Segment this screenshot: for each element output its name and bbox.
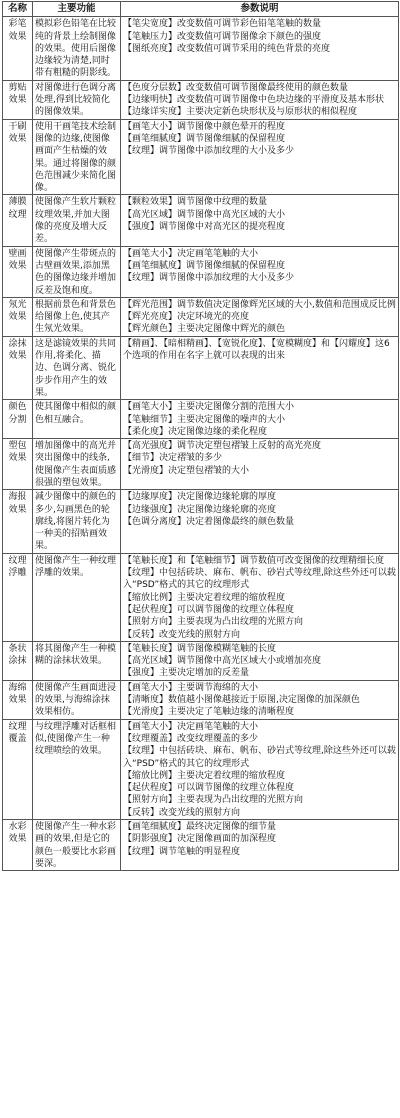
- filter-table: [2, 1, 399, 871]
- table-row: [3, 553, 399, 641]
- header-name: 名称: [3, 2, 33, 17]
- param-line: 【照射方向】主要表现为凸出纹理的光照方向: [123, 795, 304, 806]
- param-line: 【色调分离度】决定着图像最终的颜色数量: [123, 516, 295, 527]
- param-line: 【笔尖宽度】改变数值可调节彩色铅笔笔触的数量: [123, 19, 322, 30]
- filter-name: 彩笔效果: [3, 17, 33, 80]
- param-line: 【边缘详实度】主要决定新色块形状及与原形状的相似程度: [123, 107, 358, 118]
- filter-function: 使其图像中相似的颜色相互融合。: [33, 400, 121, 439]
- filter-name: 壁画效果: [3, 246, 33, 297]
- filter-function: 使图像产生一种纹理浮雕的效果。: [33, 553, 121, 641]
- filter-params: [121, 80, 399, 119]
- param-line: 【颗粒效果】调节图像中纹理的数量: [123, 197, 268, 208]
- param-line: 【清晰度】数值越小图像越接近于原图,决定图像的加深颜色: [123, 695, 360, 706]
- param-line: 【笔触长度】调节图像模糊笔触的长度: [123, 643, 277, 654]
- param-line: 【细节】决定褶皱的多少: [123, 453, 223, 464]
- table-row: [3, 119, 399, 195]
- param-line: 【笔触长度】和【笔触细节】调节数值可改变图像的纹理精细长度: [123, 555, 385, 566]
- filter-function: 对图像进行色调分离处理,得到比较简化的图像效果。: [33, 80, 121, 119]
- filter-name: 氖光效果: [3, 297, 33, 336]
- param-line: 【高光强度】调节决定塑包褶皱上反射的高光亮度: [123, 441, 322, 452]
- filter-params: [121, 719, 399, 819]
- param-line: 【笔触压力】改变数值可调节图像余下颜色的强度: [123, 31, 322, 42]
- filter-function: 这是滤镜效果的共同作用,将柔化、描边、色调分离、锐化步步作用产生的效果。: [33, 336, 121, 399]
- param-line: 【纹理】中包括砖块、麻布、帆布、砂岩式等纹理,除这些外还可以载入“PSD”格式的其它的纹理形式: [123, 746, 396, 769]
- filter-params: [121, 641, 399, 680]
- param-line: 【高光区域】调节图像中高光区域的大小: [123, 209, 286, 220]
- param-line: 【图纸亮度】改变数值可调节采用的纯色背景的亮度: [123, 43, 331, 54]
- filter-name: 条状涂抹: [3, 641, 33, 680]
- param-line: 【纹理】调节笔触的明显程度: [123, 846, 241, 857]
- param-line: 【边缘强度】决定图像边缘轮廓的亮度: [123, 504, 277, 515]
- param-line: 【光滑度】决定塑包褶皱的大小: [123, 465, 250, 476]
- param-line: 【画笔细腻度】调节图像细腻的保留程度: [123, 260, 286, 271]
- param-line: 【辉光亮度】决定环境光的亮度: [123, 312, 250, 323]
- param-line: 【纹理】调节图像中添加纹理的大小及多少: [123, 273, 295, 284]
- filter-params: [121, 400, 399, 439]
- param-line: 【边缘明快】改变数值可调节图像中色块边缘的平滑度及基本形状: [123, 95, 385, 106]
- table-row: [3, 17, 399, 80]
- filter-params: [121, 17, 399, 80]
- table-row: [3, 641, 399, 680]
- param-line: 【阴影强度】决定图像画面的加深程度: [123, 834, 277, 845]
- filter-name: 塑包效果: [3, 439, 33, 490]
- filter-params: [121, 490, 399, 553]
- filter-name: 薄膜纹理: [3, 195, 33, 246]
- filter-function: 使用干画笔技术绘制图像的边缘,使图像画面产生枯燥的效果。通过将图像的颜色范围减少来简化图像。: [33, 119, 121, 195]
- param-line: 【反转】改变光线的照射方向: [123, 629, 241, 640]
- param-line: 【强度】调节图像中对高光区的提亮程度: [123, 222, 286, 233]
- header-params: 参数说明: [121, 2, 399, 17]
- filter-function: 与纹理浮雕对话框相似,使图像产生一种纹理喷绘的效果。: [33, 719, 121, 819]
- param-line: 【强度】主要决定增加的反差量: [123, 668, 250, 679]
- param-line: 【画笔大小】决定画笔笔触的大小: [123, 248, 259, 259]
- table-row: [3, 80, 399, 119]
- filter-function: 使图像产生软片颗粒纹理效果,并加大图像的亮度及增大反差。: [33, 195, 121, 246]
- param-line: 【光滑度】主要决定了笔触边缘的清晰程度: [123, 707, 295, 718]
- table-row: [3, 820, 399, 871]
- param-line: 【纹理覆盖】改变纹理覆盖的多少: [123, 733, 259, 744]
- param-line: 【画笔大小】调节图像中颜色晕开的程度: [123, 121, 286, 132]
- filter-params: [121, 820, 399, 871]
- filter-params: [121, 119, 399, 195]
- table-row: [3, 336, 399, 399]
- param-line: 【画笔大小】主要决定图像分割的范围大小: [123, 402, 295, 413]
- param-line: 【照射方向】主要表现为凸出纹理的光照方向: [123, 617, 304, 628]
- param-line: 【辉光颜色】主要决定图像中辉光的颜色: [123, 324, 286, 335]
- filter-function: 减少图像中的颜色的多少,勾画黑色的轮廓线,将图片转化为一种美的招贴画效果。: [33, 490, 121, 553]
- filter-function: 根据前景色和背景色给图像上色,使其产生氖光效果。: [33, 297, 121, 336]
- table-row: [3, 439, 399, 490]
- param-line: 【反转】改变光线的照射方向: [123, 807, 241, 818]
- table-row: [3, 490, 399, 553]
- param-line: 【画笔大小】决定画笔笔触的大小: [123, 721, 259, 732]
- filter-params: [121, 336, 399, 399]
- filter-function: 模拟彩色铅笔在比较纯的背景上绘制图像的效果。使用后图像边缘较为清楚,同时带有粗糙的阴影线。: [33, 17, 121, 80]
- filter-params: [121, 297, 399, 336]
- filter-function: 增加图像中的高光并突出图像中的线条,使图像产生表面质感很强的塑包效果。: [33, 439, 121, 490]
- header-function: 主要功能: [33, 2, 121, 17]
- filter-name: 颜色分割: [3, 400, 33, 439]
- filter-name: 纹理覆盖: [3, 719, 33, 819]
- table-header-row: [3, 2, 399, 17]
- table-body: [3, 17, 399, 871]
- filter-name: 海绵效果: [3, 680, 33, 719]
- filter-params: [121, 439, 399, 490]
- table-row: [3, 400, 399, 439]
- filter-name: 涂抹效果: [3, 336, 33, 399]
- param-line: 【纹理】调节图像中添加纹理的大小及多少: [123, 146, 295, 157]
- filter-function: 使图像产生画面进浸的效果,与海绵涂抹效果相仿。: [33, 680, 121, 719]
- param-line: 【高光区域】调节图像中高光区域大小或增加亮度: [123, 656, 322, 667]
- table-row: [3, 195, 399, 246]
- filter-function: 使图像产生一种水彩画的效果,但是它的颜色一般要比水彩画要深。: [33, 820, 121, 871]
- param-line: 【缩放比例】主要决定着纹理的缩放程度: [123, 592, 286, 603]
- param-line: 【笔触细节】主要决定图像的噪声的大小: [123, 414, 286, 425]
- filter-function: 将其图像产生一种模糊的涂抹状效果。: [33, 641, 121, 680]
- param-line: 【纹理】中包括砖块、麻布、帆布、砂岩式等纹理,除这些外还可以载入“PSD”格式的其它的纹理形式: [123, 568, 396, 591]
- filter-params: [121, 680, 399, 719]
- table-row: [3, 297, 399, 336]
- filter-name: 水彩效果: [3, 820, 33, 871]
- filter-params: [121, 195, 399, 246]
- param-line: 【柔化度】决定图像边缘的柔化程度: [123, 426, 268, 437]
- table-row: [3, 680, 399, 719]
- param-line: 【起伏程度】可以调节图像的纹理立体程度: [123, 783, 295, 794]
- param-line: 【辉光范围】调节数值决定图像辉光区域的大小,数值和范围成反比例: [123, 299, 396, 310]
- param-line: 【缩放比例】主要决定着纹理的缩放程度: [123, 770, 286, 781]
- filter-name: 剪贴效果: [3, 80, 33, 119]
- param-line: 【画笔细腻度】调节图像细腻的保留程度: [123, 133, 286, 144]
- table-row: [3, 719, 399, 819]
- filter-params: [121, 246, 399, 297]
- param-line: 【起伏程度】可以调节图像的纹理立体程度: [123, 604, 295, 615]
- param-line: 【精画】、【暗相精画】、【宽锐化度】、【宽模糊度】和【闪耀度】这6个选项的作用在名字上就可以表现的出来: [123, 338, 390, 362]
- param-line: 【画笔大小】主要调节海绵的大小: [123, 682, 259, 693]
- table-row: [3, 246, 399, 297]
- filter-function: 使图像产生带斑点的古壁画效果,添加黑色的图像边缘并增加反差及饱和度。: [33, 246, 121, 297]
- filter-name: 海报效果: [3, 490, 33, 553]
- param-line: 【边缘厚度】决定图像边缘轮廓的厚度: [123, 492, 277, 503]
- param-line: 【画笔细腻度】最终决定图像的细节量: [123, 822, 277, 832]
- filter-name: 纹理浮雕: [3, 553, 33, 641]
- param-line: 【色度分层数】改变数值可调节图像最终使用的颜色数量: [123, 82, 349, 93]
- filter-name: 干刷效果: [3, 119, 33, 195]
- filter-params: [121, 553, 399, 641]
